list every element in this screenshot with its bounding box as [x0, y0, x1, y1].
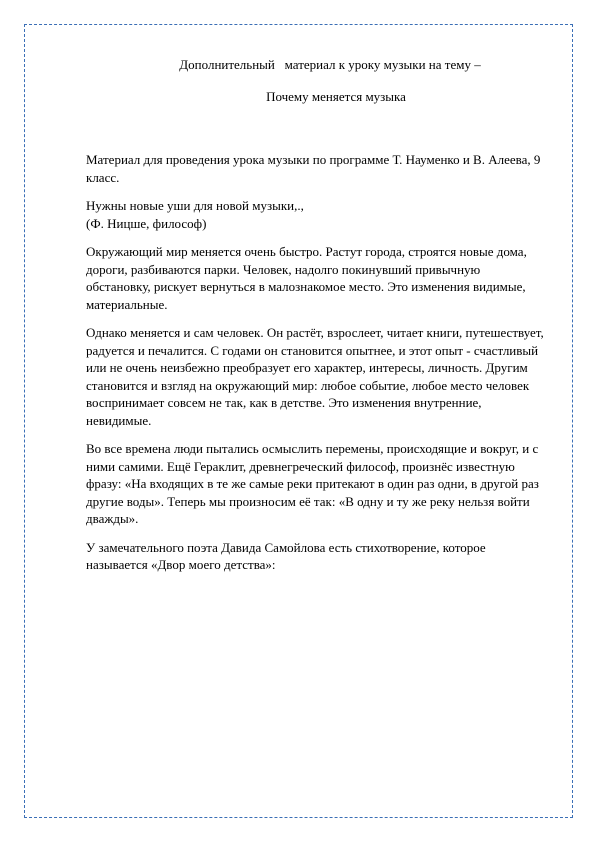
paragraph-human-changes: Однако меняется и сам человек. Он растёт, взрослеет, читает книги, путешествует, радуется и печалится. С годами он становится опытнее, и этот опыт - счастливый или не очень неизбежно преобразует его характер, интересы, личность. Другим становится и взгляд на окружающий мир: любое событие, любое место человек воспринимает совсем не так, как в детстве. Это изменения внутренние, невидимые. [86, 325, 544, 428]
paragraph-heraclitus: Во все времена люди пытались осмыслить перемены, происходящие и вокруг, и с ними самими. Ещё Гераклит, древнегреческий философ, произнёс известную фразу: «На входящих в те же самые реки притекают в один раз одни, в другой раз другие воды». Теперь мы произносим её так: «В одну и ту же реку нельзя войти дважды». [86, 441, 539, 526]
paragraph-world-changes: Окружающий мир меняется очень быстро. Растут города, строятся новые дома, дороги, разбиваются парки. Человек, надолго покинувший привычную обстановку, рискует вернуться в малознакомое место. Это изменения видимые, материальные. [86, 244, 527, 312]
epigraph-quote: Нужны новые уши для новой музыки,., [86, 198, 304, 213]
document-content [86, 56, 546, 585]
document-title: Дополнительный материал к уроку музыки на тему – [179, 57, 481, 72]
epigraph [86, 197, 546, 232]
epigraph-author: (Ф. Ницше, философ) [86, 215, 207, 231]
paragraph-samoilov: У замечательного поэта Давида Самойлова есть стихотворение, которое называется «Двор моего детства»: [86, 539, 486, 572]
document-subtitle: Почему меняется музыка [266, 88, 406, 104]
intro-paragraph: Материал для проведения урока музыки по программе Т. Науменко и В. Алеева, 9 класс. [86, 152, 541, 185]
